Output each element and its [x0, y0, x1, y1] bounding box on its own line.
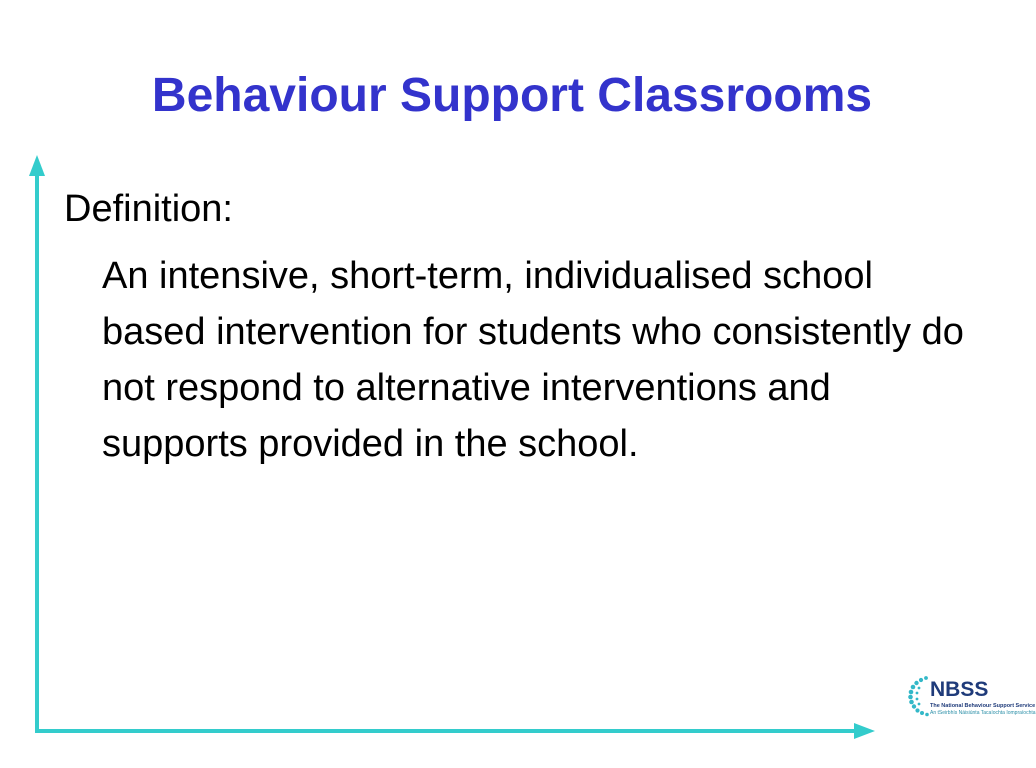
up-arrow-icon: [29, 155, 45, 176]
slide-title: Behaviour Support Classrooms: [151, 69, 873, 122]
right-arrow-icon: [854, 723, 875, 739]
definition-text: An intensive, short-term, individualised school based intervention for students who consistently do not respond to alternative interventions and supports provided in the school.: [102, 255, 964, 465]
logo-tagline-irish: An tSeirbhís Náisiúnta Tacaíochta Iompraíochta: [930, 710, 1036, 716]
logo-wordmark: NBSS: [930, 678, 989, 701]
dotted-circle-icon: [906, 672, 930, 720]
logo-tagline: The National Behaviour Support Service: [930, 703, 1036, 709]
nbss-logo: [906, 672, 1036, 720]
definition-heading: Definition:: [64, 188, 233, 230]
